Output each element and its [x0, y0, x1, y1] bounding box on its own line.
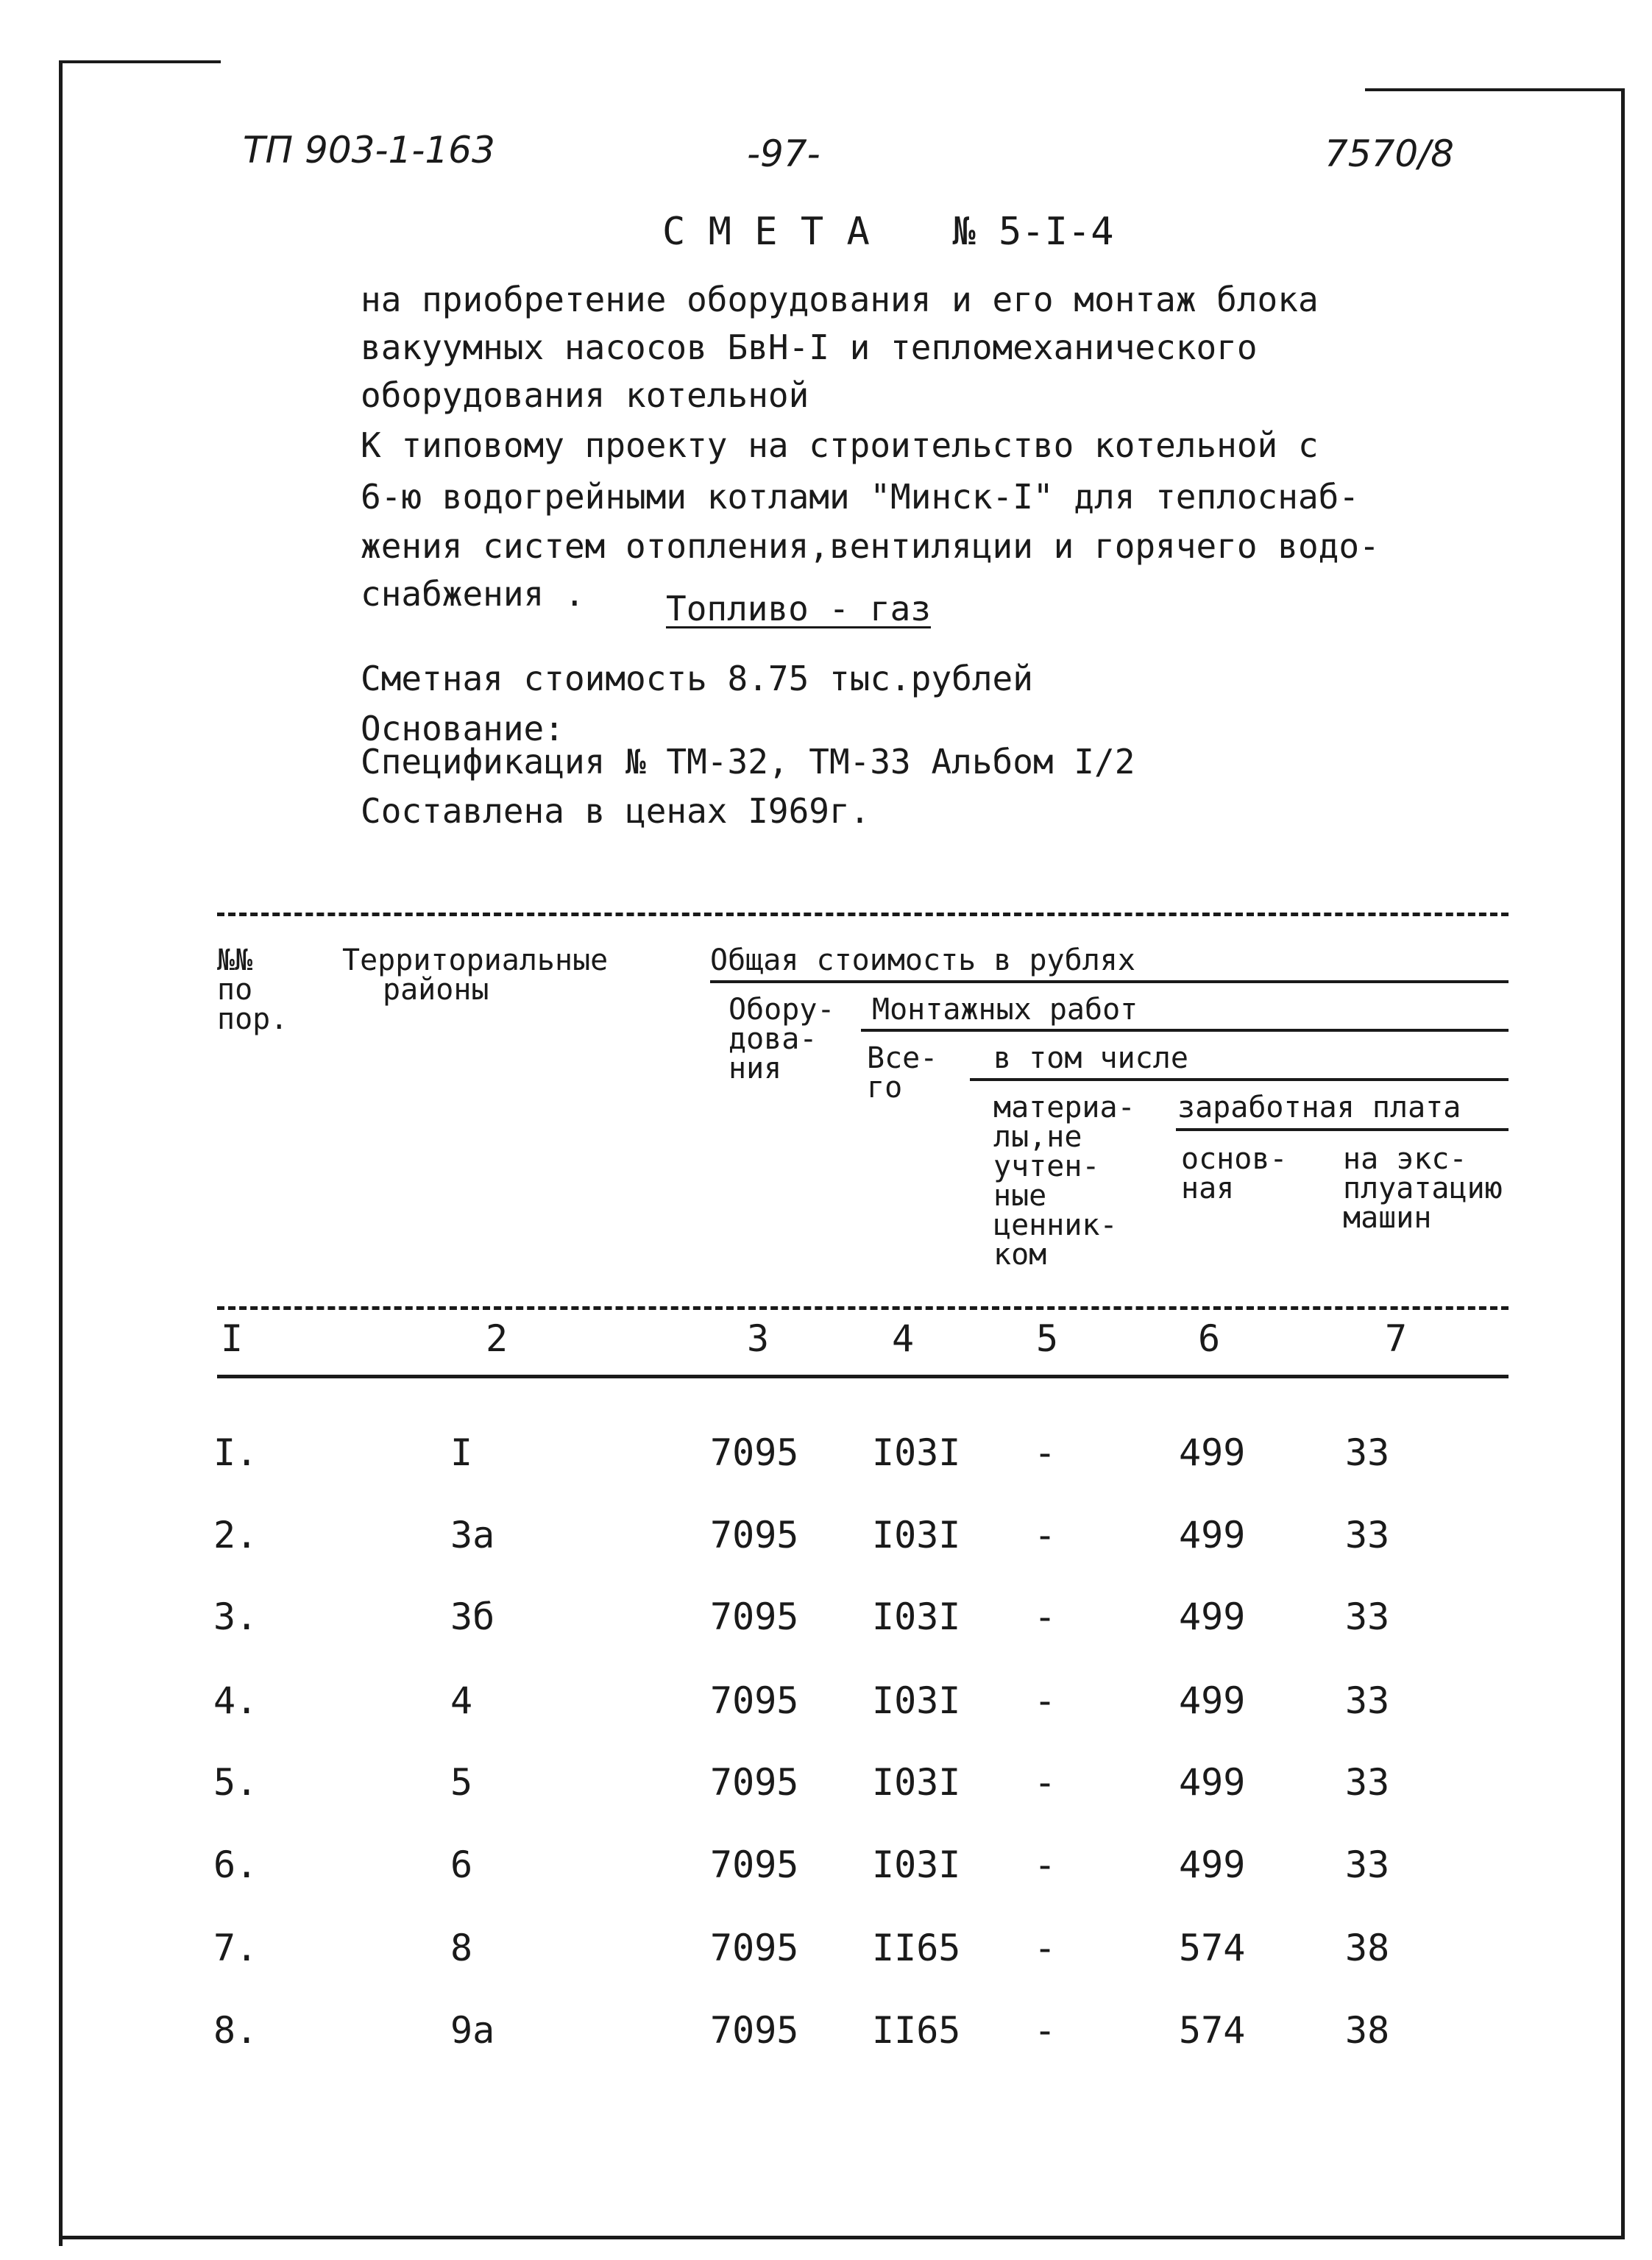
- col-number: 4: [892, 1317, 915, 1360]
- project-code: ТП 903-1-163: [243, 129, 495, 171]
- row-number: I.: [213, 1431, 258, 1474]
- frame-right: [1621, 88, 1625, 2239]
- including-rule: [970, 1078, 1509, 1081]
- row-basic-wages: 499: [1179, 1761, 1246, 1804]
- row-number: 6.: [213, 1843, 258, 1886]
- equipment-header: Обору- дова- ния: [728, 993, 835, 1085]
- row-machine-wages: 33: [1345, 1679, 1390, 1722]
- row-basic-wages: 574: [1179, 1927, 1246, 1969]
- total-cost-header: Общая стоимость в рублях: [710, 943, 1135, 977]
- frame-left: [59, 60, 63, 2246]
- col-number: 7: [1385, 1317, 1408, 1360]
- row-number: 3.: [213, 1595, 258, 1638]
- row-equipment: 7095: [710, 1843, 799, 1886]
- table-row: [0, 1761, 1652, 1805]
- machines-wages-header: на экс- плуатацию машин: [1343, 1142, 1503, 1235]
- row-number: 4.: [213, 1679, 258, 1722]
- description-line: К типовому проекту на строительство котельной с: [361, 425, 1319, 465]
- row-machine-wages: 33: [1345, 1595, 1390, 1638]
- total-header: Все- го: [867, 1041, 938, 1105]
- row-machine-wages: 38: [1345, 2009, 1390, 2052]
- row-basic-wages: 499: [1179, 1843, 1246, 1886]
- col-number-header: №№ по пор.: [217, 943, 288, 1036]
- fuel-type: Топливо - газ: [666, 589, 932, 628]
- row-region: 3б: [450, 1595, 495, 1638]
- row-machine-wages: 38: [1345, 1927, 1390, 1969]
- row-total: I03I: [872, 1595, 961, 1638]
- basis-spec: Спецификация № ТМ-32, ТМ-33 Альбом I/2: [361, 742, 1135, 782]
- installation-header: Монтажных работ: [872, 993, 1138, 1027]
- row-total: I03I: [872, 1843, 961, 1886]
- title-label: С М Е Т А: [662, 210, 870, 254]
- row-region: I: [450, 1431, 473, 1474]
- description-line: на приобретение оборудования и его монтаж блока: [361, 280, 1319, 319]
- row-machine-wages: 33: [1345, 1761, 1390, 1804]
- col-number: 6: [1198, 1317, 1221, 1360]
- document-title: [662, 210, 1114, 254]
- basic-wages-header: основ- ная: [1181, 1142, 1288, 1205]
- description-line: 6-ю водогрейными котлами "Минск-I" для теплоснаб-: [361, 477, 1360, 517]
- estimated-cost: Сметная стоимость 8.75 тыс.рублей: [361, 659, 1033, 698]
- row-region: 3а: [450, 1514, 495, 1556]
- row-equipment: 7095: [710, 1514, 799, 1556]
- row-total: II65: [872, 1927, 961, 1969]
- row-equipment: 7095: [710, 1431, 799, 1474]
- row-total: I03I: [872, 1514, 961, 1556]
- wages-header: заработная плата: [1177, 1091, 1461, 1124]
- row-region: 4: [450, 1679, 473, 1722]
- description-line: вакуумных насосов БвН-I и тепломеханического: [361, 327, 1258, 367]
- row-basic-wages: 574: [1179, 2009, 1246, 2052]
- prices-year: Составлена в ценах I969г.: [361, 791, 871, 831]
- table-row: [0, 1595, 1652, 1640]
- row-total: I03I: [872, 1679, 961, 1722]
- row-materials: -: [1034, 1761, 1057, 1804]
- row-basic-wages: 499: [1179, 1514, 1246, 1556]
- row-basic-wages: 499: [1179, 1431, 1246, 1474]
- basis-label: Основание:: [361, 709, 564, 748]
- table-row: [0, 1843, 1652, 1888]
- row-materials: -: [1034, 2009, 1057, 2052]
- row-machine-wages: 33: [1345, 1431, 1390, 1474]
- wages-rule: [1176, 1128, 1509, 1131]
- including-header: в том числе: [993, 1041, 1188, 1075]
- page-number: -97-: [747, 132, 820, 175]
- frame-top-left: [59, 60, 221, 63]
- table-row: [0, 1679, 1652, 1724]
- table-top-rule: [217, 913, 1509, 916]
- row-region: 6: [450, 1843, 473, 1886]
- row-equipment: 7095: [710, 2009, 799, 2052]
- col-number: 5: [1036, 1317, 1059, 1360]
- col-number: 3: [747, 1317, 770, 1360]
- row-equipment: 7095: [710, 1595, 799, 1638]
- row-region: 9а: [450, 2009, 495, 2052]
- row-total: I03I: [872, 1431, 961, 1474]
- col-regions-header: Территориальные районы: [342, 943, 609, 1007]
- row-materials: -: [1034, 1679, 1057, 1722]
- table-row: [0, 1514, 1652, 1558]
- row-number: 7.: [213, 1927, 258, 1969]
- row-region: 8: [450, 1927, 473, 1969]
- row-materials: -: [1034, 1431, 1057, 1474]
- row-machine-wages: 33: [1345, 1843, 1390, 1886]
- total-cost-rule: [710, 980, 1509, 983]
- description-line: оборудования котельной: [361, 375, 809, 415]
- table-row: [0, 1431, 1652, 1476]
- row-number: 2.: [213, 1514, 258, 1556]
- frame-top-right: [1365, 88, 1624, 91]
- table-body-rule: [217, 1375, 1509, 1378]
- description-line: снабжения .: [361, 574, 585, 614]
- row-region: 5: [450, 1761, 473, 1804]
- title-number: № 5-I-4: [952, 210, 1114, 254]
- row-total: I03I: [872, 1761, 961, 1804]
- table-row: [0, 2009, 1652, 2053]
- header-bottom-rule: [217, 1306, 1509, 1310]
- row-equipment: 7095: [710, 1927, 799, 1969]
- row-materials: -: [1034, 1843, 1057, 1886]
- row-number: 5.: [213, 1761, 258, 1804]
- row-number: 8.: [213, 2009, 258, 2052]
- row-materials: -: [1034, 1927, 1057, 1969]
- col-number: 2: [486, 1317, 508, 1360]
- row-total: II65: [872, 2009, 961, 2052]
- col-number: I: [221, 1317, 244, 1360]
- row-basic-wages: 499: [1179, 1679, 1246, 1722]
- installation-rule: [861, 1029, 1509, 1032]
- table-row: [0, 1927, 1652, 1971]
- frame-bottom: [59, 2236, 1625, 2239]
- materials-header: материа- лы,не учтен- ные ценник- ком: [993, 1091, 1135, 1272]
- row-materials: -: [1034, 1514, 1057, 1556]
- sheet-code: 7570/8: [1325, 132, 1454, 175]
- row-materials: -: [1034, 1595, 1057, 1638]
- row-machine-wages: 33: [1345, 1514, 1390, 1556]
- row-basic-wages: 499: [1179, 1595, 1246, 1638]
- row-equipment: 7095: [710, 1761, 799, 1804]
- description-line: жения систем отопления,вентиляции и горячего водо-: [361, 526, 1380, 566]
- row-equipment: 7095: [710, 1679, 799, 1722]
